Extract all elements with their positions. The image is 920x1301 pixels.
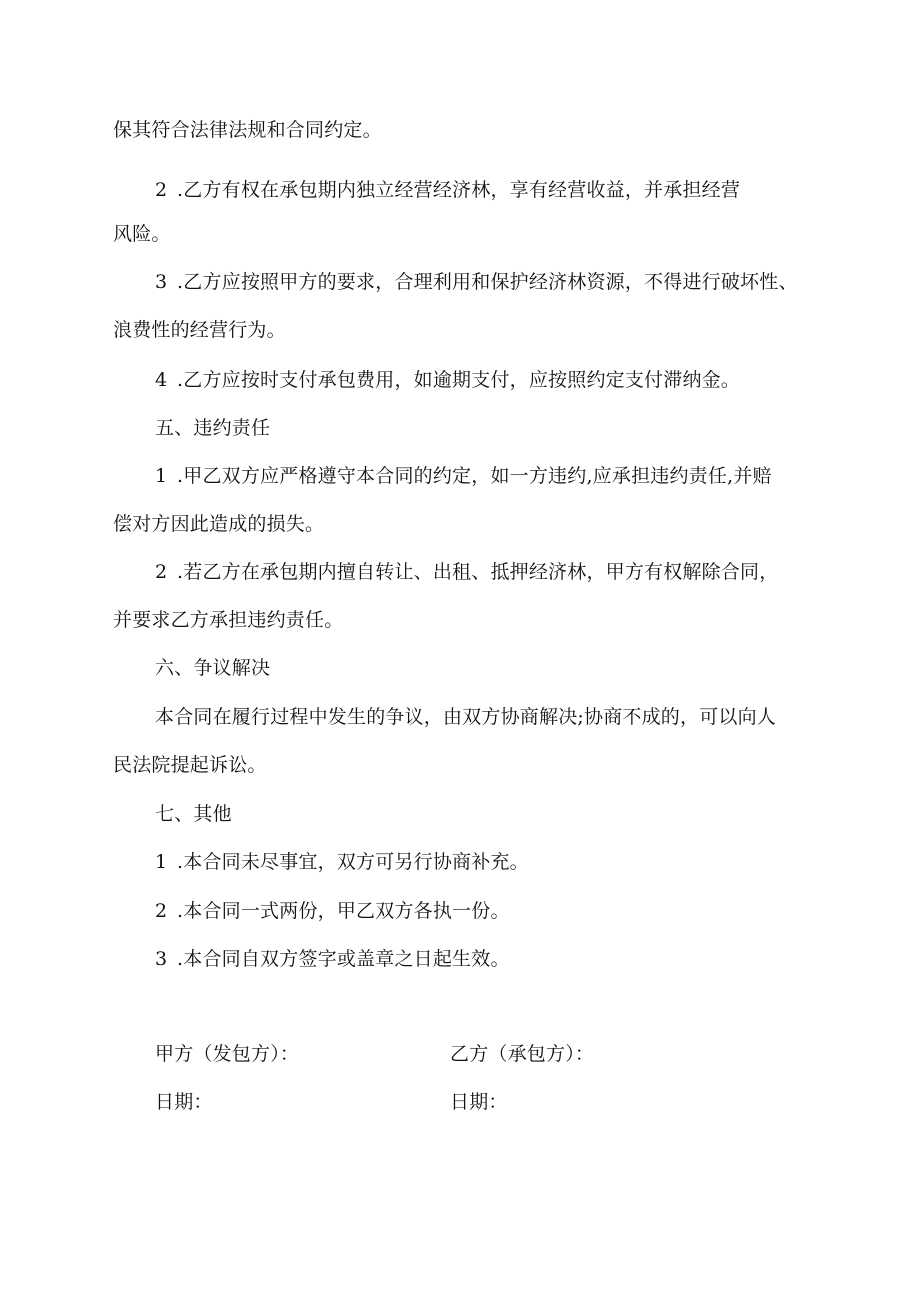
clause-number: 3 bbox=[155, 948, 168, 970]
clause-number: 1 bbox=[155, 465, 168, 487]
party-a-date-label: 日期： bbox=[155, 1091, 213, 1113]
paragraph-line: 保其符合法律法规和合同约定。 bbox=[113, 119, 382, 141]
clause-7-1: 1 .本合同未尽事宜，双方可另行协商补充。 bbox=[155, 851, 529, 873]
clause-number: 2 bbox=[155, 561, 168, 583]
section-heading-6: 六、争议解决 bbox=[155, 657, 271, 679]
clause-number: 3 bbox=[155, 271, 168, 293]
clause-5-1: 1 .甲乙双方应严格遵守本合同的约定，如一方违约,应承担违约责任,并赔 bbox=[155, 465, 772, 487]
clause-number: 2 bbox=[155, 900, 168, 922]
clause-number: 4 bbox=[155, 369, 168, 391]
clause-number: 1 bbox=[155, 851, 168, 873]
paragraph-line: 民法院提起诉讼。 bbox=[113, 754, 267, 776]
clause-5-2: 2 .若乙方在承包期内擅自转让、出租、抵押经济林，甲方有权解除合同， bbox=[155, 561, 779, 583]
paragraph-line: 风险。 bbox=[113, 223, 171, 245]
party-a-signature-label: 甲方（发包方）： bbox=[155, 1043, 300, 1065]
clause-7-2: 2 .本合同一式两份，甲乙双方各执一份。 bbox=[155, 900, 510, 922]
party-b-date-label: 日期： bbox=[450, 1091, 508, 1113]
clause-4-2: 2 .乙方有权在承包期内独立经营经济林，享有经营收益，并承担经营 bbox=[155, 179, 741, 201]
clause-number: 2 bbox=[155, 179, 168, 201]
section-heading-5: 五、违约责任 bbox=[155, 417, 271, 439]
clause-4-4: 4 .乙方应按时支付承包费用，如逾期支付，应按照约定支付滞纳金。 bbox=[155, 369, 741, 391]
paragraph-line: 偿对方因此造成的损失。 bbox=[113, 513, 325, 535]
party-b-signature-label: 乙方（承包方）： bbox=[450, 1043, 595, 1065]
clause-7-3: 3 .本合同自双方签字或盖章之日起生效。 bbox=[155, 948, 510, 970]
dispute-paragraph: 本合同在履行过程中发生的争议，由双方协商解决;协商不成的，可以向人 bbox=[155, 706, 777, 728]
paragraph-line: 浪费性的经营行为。 bbox=[113, 319, 286, 341]
paragraph-line: 并要求乙方承担违约责任。 bbox=[113, 609, 344, 631]
clause-4-3: 3 .乙方应按照甲方的要求，合理利用和保护经济林资源，不得进行破坏性、 bbox=[155, 271, 798, 293]
section-heading-7: 七、其他 bbox=[155, 803, 232, 825]
